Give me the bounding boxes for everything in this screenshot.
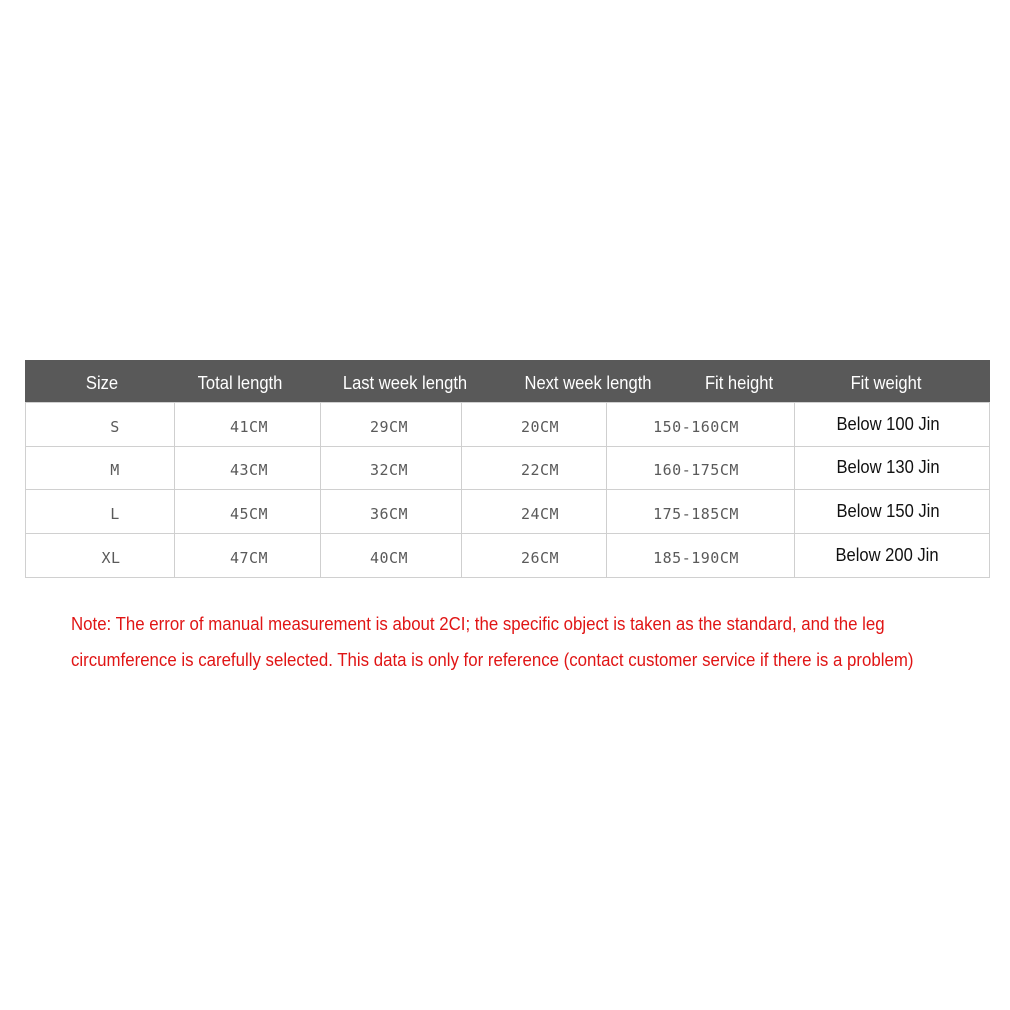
note-line-1: Note: The error of manual measurement is about 2CI; the specific object is taken as the standard, and the leg [71, 614, 885, 634]
cell-fit-weight: Below 150 Jin [836, 501, 940, 521]
cell-fit-height: 185-190CM [653, 549, 739, 567]
cell-fit-weight: Below 200 Jin [835, 545, 939, 565]
header-next-week-length: Next week length [524, 373, 652, 393]
cell-fit-height: 150-160CM [653, 418, 739, 436]
cell-last-week-length: 40CM [369, 549, 409, 567]
column-divider [320, 402, 321, 578]
cell-fit-weight: Below 130 Jin [836, 457, 940, 477]
header-fit-height: Fit height [704, 373, 774, 393]
table-row [25, 402, 990, 447]
cell-total-length: 47CM [229, 549, 269, 567]
table-header [25, 360, 990, 402]
column-divider [794, 402, 795, 578]
table-row [25, 534, 990, 578]
cell-last-week-length: 32CM [369, 461, 409, 479]
header-total-length: Total length [197, 373, 283, 393]
cell-total-length: 45CM [229, 505, 269, 523]
cell-last-week-length: 29CM [369, 418, 409, 436]
header-fit-weight: Fit weight [850, 373, 922, 393]
measurement-note [71, 606, 913, 678]
cell-fit-weight: Below 100 Jin [836, 414, 940, 434]
cell-fit-height: 175-185CM [653, 505, 739, 523]
header-size: Size [85, 373, 119, 393]
column-divider [174, 402, 175, 578]
table-row [25, 490, 990, 534]
cell-last-week-length: 36CM [369, 505, 409, 523]
table-row [25, 446, 990, 490]
cell-next-week-length: 26CM [520, 549, 560, 567]
size-chart-table [25, 360, 990, 578]
cell-size: XL [101, 549, 121, 567]
cell-next-week-length: 22CM [520, 461, 560, 479]
cell-fit-height: 160-175CM [653, 461, 739, 479]
cell-next-week-length: 20CM [520, 418, 560, 436]
cell-next-week-length: 24CM [520, 505, 560, 523]
cell-size: S [110, 418, 120, 436]
note-line-2: circumference is carefully selected. This data is only for reference (contact customer service if there is a problem) [71, 650, 914, 670]
cell-total-length: 43CM [229, 461, 269, 479]
cell-size: M [110, 461, 120, 479]
column-divider [606, 402, 607, 578]
header-last-week-length: Last week length [342, 373, 468, 393]
cell-total-length: 41CM [229, 418, 269, 436]
table-body [25, 402, 990, 578]
column-divider [461, 402, 462, 578]
cell-size: L [110, 505, 120, 523]
